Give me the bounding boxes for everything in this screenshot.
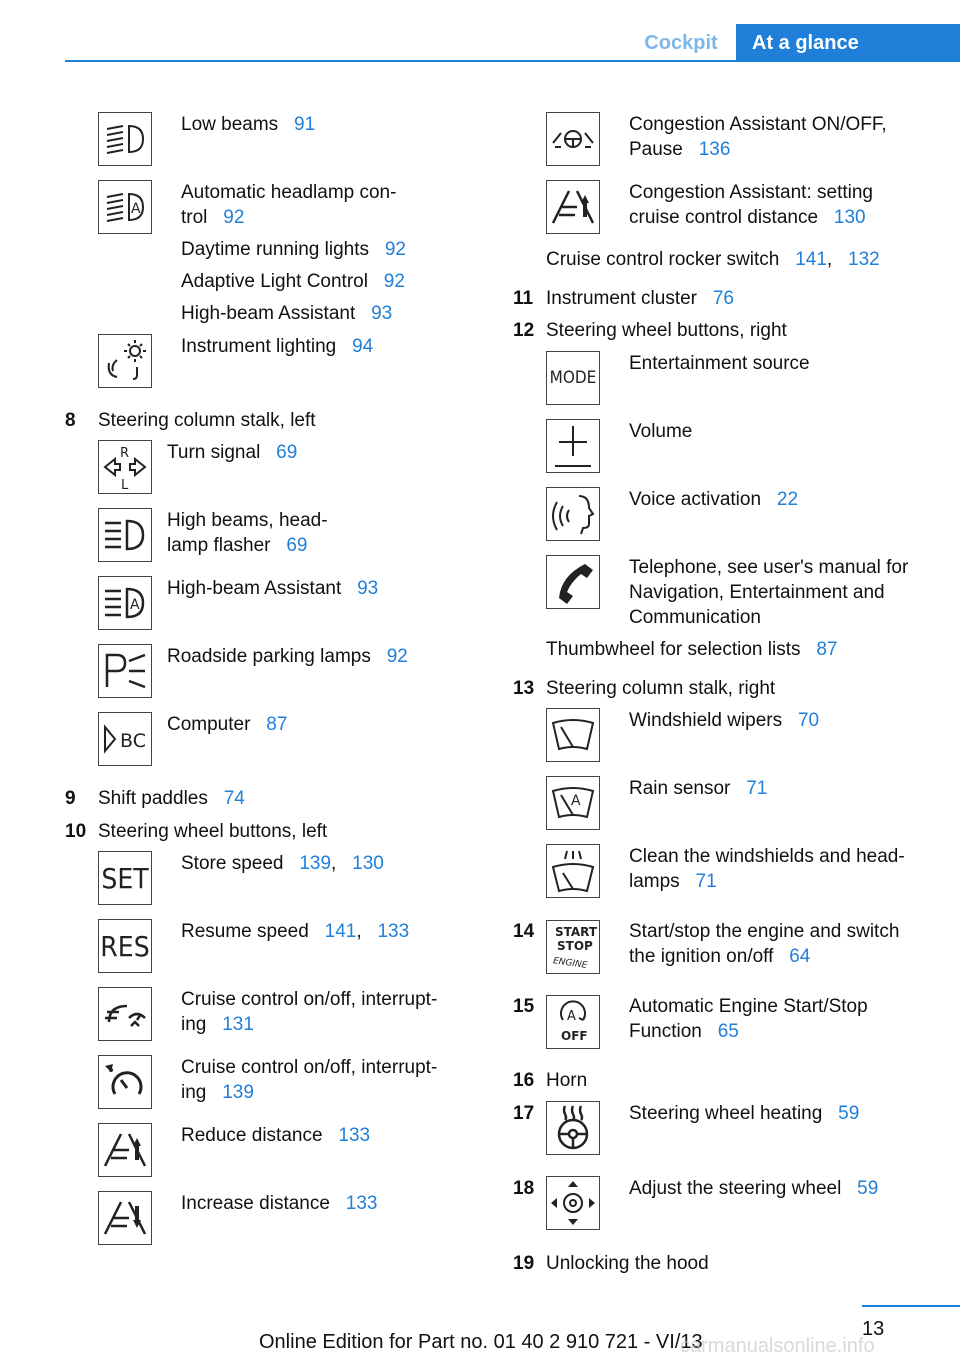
telephone-icon bbox=[546, 555, 600, 609]
high-beam-assistant-entry: High-beam Assistant 93 bbox=[181, 303, 393, 324]
page-ref-link[interactable]: 87 bbox=[816, 639, 838, 660]
item-number: 9 bbox=[65, 788, 76, 809]
resume-speed-entry: Resume speed 141, 133 bbox=[181, 921, 410, 942]
horn-entry: Horn bbox=[546, 1070, 588, 1091]
icon-label: ENGINE bbox=[552, 956, 588, 971]
telephone-entry: Telephone, see user's manual for Navigation, Entertainment and Communication bbox=[629, 557, 909, 628]
icon-label: OFF bbox=[561, 1029, 588, 1043]
steering-heat-icon bbox=[546, 1101, 600, 1155]
set-button-icon bbox=[98, 851, 152, 905]
item-number: 19 bbox=[513, 1253, 535, 1274]
high-beam-assistant-entry: High-beam Assistant 93 bbox=[167, 578, 379, 599]
auto-headlamp-icon bbox=[98, 180, 152, 234]
windshield-wipers-entry: Windshield wipers 70 bbox=[629, 710, 820, 731]
start-stop-entry: Start/stop the engine and switch the ignition on/off 64 bbox=[629, 921, 900, 967]
page-ref-link[interactable]: 130 bbox=[833, 207, 866, 228]
parking-lamps-icon bbox=[98, 644, 152, 698]
high-beams-icon bbox=[98, 508, 152, 562]
icon-letter: BC bbox=[120, 730, 146, 752]
watermark: carmanualsonline.info bbox=[680, 1335, 875, 1357]
steering-stalk-right-heading: Steering column stalk, right bbox=[546, 678, 776, 699]
page-ref-link[interactable]: 141 bbox=[324, 921, 357, 942]
footer-rule bbox=[862, 1305, 960, 1307]
congestion-distance-icon bbox=[546, 180, 600, 234]
voice-activation-icon bbox=[546, 487, 600, 541]
speed-limiter-icon bbox=[98, 1055, 152, 1109]
voice-activation-entry: Voice activation 22 bbox=[629, 489, 799, 510]
page-ref-link[interactable]: 93 bbox=[371, 303, 393, 324]
adaptive-light-entry: Adaptive Light Control 92 bbox=[181, 271, 405, 292]
cruise-control-entry-2: Cruise control on/off, interrupt- ing 139 bbox=[181, 1057, 438, 1103]
rocker-switch-entry: Cruise control rocker switch 141, 132 bbox=[546, 249, 880, 270]
entertainment-source-entry: Entertainment source bbox=[629, 353, 810, 374]
mode-button-icon bbox=[546, 351, 600, 405]
auto-start-stop-icon bbox=[546, 995, 600, 1049]
steering-buttons-right-heading: Steering wheel buttons, right bbox=[546, 320, 787, 341]
section-tab[interactable]: Cockpit bbox=[644, 32, 718, 54]
item-number: 17 bbox=[513, 1103, 535, 1124]
page-ref-link[interactable]: 74 bbox=[223, 788, 245, 809]
steering-adjust-icon bbox=[546, 1176, 600, 1230]
instrument-cluster-entry: Instrument cluster 76 bbox=[546, 288, 734, 309]
icon-label: A bbox=[567, 1009, 576, 1024]
washer-icon bbox=[546, 844, 600, 898]
page-ref-link[interactable]: 71 bbox=[695, 871, 717, 892]
turn-signal-entry: Turn signal 69 bbox=[167, 442, 298, 463]
page-ref-link[interactable]: 69 bbox=[286, 535, 308, 556]
page-ref-link[interactable]: 132 bbox=[848, 249, 880, 270]
clean-windshield-entry: Clean the windshields and head- lamps 71 bbox=[629, 846, 905, 892]
page-ref-link[interactable]: 65 bbox=[717, 1021, 739, 1042]
page-ref-link[interactable]: 93 bbox=[357, 578, 379, 599]
page-ref-link[interactable]: 130 bbox=[352, 853, 384, 874]
page-ref-link[interactable]: 94 bbox=[352, 336, 374, 357]
rain-sensor-icon bbox=[546, 776, 600, 830]
auto-start-stop-entry: Automatic Engine Start/Stop Function 65 bbox=[629, 996, 868, 1042]
page-ref-link[interactable]: 92 bbox=[383, 271, 405, 292]
page-ref-link[interactable]: 133 bbox=[345, 1193, 378, 1214]
page-ref-link[interactable]: 133 bbox=[377, 921, 410, 942]
icon-letter: R bbox=[120, 446, 130, 461]
item-number: 13 bbox=[513, 678, 535, 699]
icon-letter: A bbox=[131, 201, 141, 217]
page-ref-link[interactable]: 59 bbox=[838, 1103, 860, 1124]
rain-sensor-entry: Rain sensor 71 bbox=[629, 778, 768, 799]
high-beam-assistant-icon bbox=[98, 576, 152, 630]
low-beams-icon bbox=[98, 112, 152, 166]
instrument-lighting-icon bbox=[98, 334, 152, 388]
page-number: 13 bbox=[862, 1318, 885, 1340]
steering-stalk-left-heading: Steering column stalk, left bbox=[98, 410, 316, 431]
auto-headlamp-entry: Automatic headlamp con- trol 92 bbox=[181, 182, 397, 228]
page-ref-link[interactable]: 91 bbox=[294, 114, 316, 135]
icon-label: SET bbox=[101, 861, 149, 895]
page-ref-link[interactable]: 69 bbox=[276, 442, 298, 463]
increase-distance-icon bbox=[98, 1191, 152, 1245]
page-ref-link[interactable]: 76 bbox=[712, 288, 734, 309]
page-ref-link[interactable]: 139 bbox=[299, 853, 332, 874]
page-ref-link[interactable]: 92 bbox=[223, 207, 245, 228]
cruise-control-entry-1: Cruise control on/off, interrupt- ing 131 bbox=[181, 989, 438, 1035]
page-ref-link[interactable]: 92 bbox=[384, 239, 406, 260]
item-number: 11 bbox=[513, 288, 534, 309]
congestion-distance-entry: Congestion Assistant: setting cruise control distance 130 bbox=[629, 182, 873, 228]
page-ref-link[interactable]: 71 bbox=[746, 778, 768, 799]
icon-label: MODE bbox=[549, 368, 597, 388]
reduce-distance-icon bbox=[98, 1123, 152, 1177]
edition-footer: Online Edition for Part no. 01 40 2 910 721 - VI/13 bbox=[259, 1331, 703, 1353]
item-number: 10 bbox=[65, 821, 87, 842]
computer-entry: Computer 87 bbox=[167, 714, 288, 735]
page-ref-link[interactable]: 87 bbox=[266, 714, 288, 735]
chapter-tab[interactable]: At a glance bbox=[736, 24, 960, 62]
page-ref-link[interactable]: 22 bbox=[776, 489, 799, 510]
steering-buttons-left-heading: Steering wheel buttons, left bbox=[98, 821, 328, 842]
steering-heat-entry: Steering wheel heating 59 bbox=[629, 1103, 860, 1124]
cruise-control-icon bbox=[98, 987, 152, 1041]
steering-adjust-entry: Adjust the steering wheel 59 bbox=[629, 1178, 879, 1199]
page-ref-link[interactable]: 131 bbox=[222, 1014, 254, 1035]
item-number: 12 bbox=[513, 320, 535, 341]
res-button-icon bbox=[98, 919, 152, 973]
icon-letter: A bbox=[130, 597, 140, 613]
page-ref-link[interactable]: 136 bbox=[698, 139, 731, 160]
store-speed-entry: Store speed 139, 130 bbox=[181, 853, 384, 874]
page-ref-link[interactable]: 59 bbox=[857, 1178, 879, 1199]
hood-release-entry: Unlocking the hood bbox=[546, 1253, 709, 1274]
parking-lamps-entry: Roadside parking lamps 92 bbox=[167, 646, 408, 667]
windshield-wipers-icon bbox=[546, 708, 600, 762]
item-number: 18 bbox=[513, 1178, 535, 1199]
icon-label: START bbox=[555, 925, 598, 939]
page-ref-link[interactable]: 64 bbox=[789, 946, 811, 967]
page-ref-link[interactable]: 133 bbox=[338, 1125, 371, 1146]
header-rule bbox=[65, 60, 960, 62]
increase-distance-entry: Increase distance 133 bbox=[181, 1193, 378, 1214]
item-number: 16 bbox=[513, 1070, 535, 1091]
icon-label: STOP bbox=[557, 939, 593, 953]
item-number: 8 bbox=[65, 410, 76, 431]
thumbwheel-entry: Thumbwheel for selection lists 87 bbox=[546, 639, 838, 660]
item-number: 15 bbox=[513, 996, 535, 1017]
page-ref-link[interactable]: 92 bbox=[386, 646, 408, 667]
icon-letter: A bbox=[571, 793, 581, 809]
shift-paddles-entry: Shift paddles 74 bbox=[98, 788, 245, 809]
page-ref-link[interactable]: 139 bbox=[222, 1082, 254, 1103]
start-stop-icon bbox=[546, 920, 600, 974]
low-beams-entry: Low beams 91 bbox=[181, 114, 316, 135]
instrument-lighting-entry: Instrument lighting 94 bbox=[181, 336, 374, 357]
reduce-distance-entry: Reduce distance 133 bbox=[181, 1125, 371, 1146]
high-beams-entry: High beams, head- lamp flasher 69 bbox=[167, 510, 328, 556]
turn-signal-icon bbox=[98, 440, 152, 494]
item-number: 14 bbox=[513, 921, 535, 942]
icon-label: RES bbox=[100, 929, 150, 963]
congestion-assistant-icon bbox=[546, 112, 600, 166]
volume-icon bbox=[546, 419, 600, 473]
daytime-lights-entry: Daytime running lights 92 bbox=[181, 239, 406, 260]
computer-icon bbox=[98, 712, 152, 766]
page-ref-link[interactable]: 141 bbox=[795, 249, 827, 270]
volume-entry: Volume bbox=[629, 421, 693, 442]
page-header bbox=[0, 0, 960, 62]
congestion-assistant-entry: Congestion Assistant ON/OFF, Pause 136 bbox=[629, 114, 887, 160]
page-ref-link[interactable]: 70 bbox=[797, 710, 820, 731]
icon-letter: L bbox=[121, 478, 129, 493]
